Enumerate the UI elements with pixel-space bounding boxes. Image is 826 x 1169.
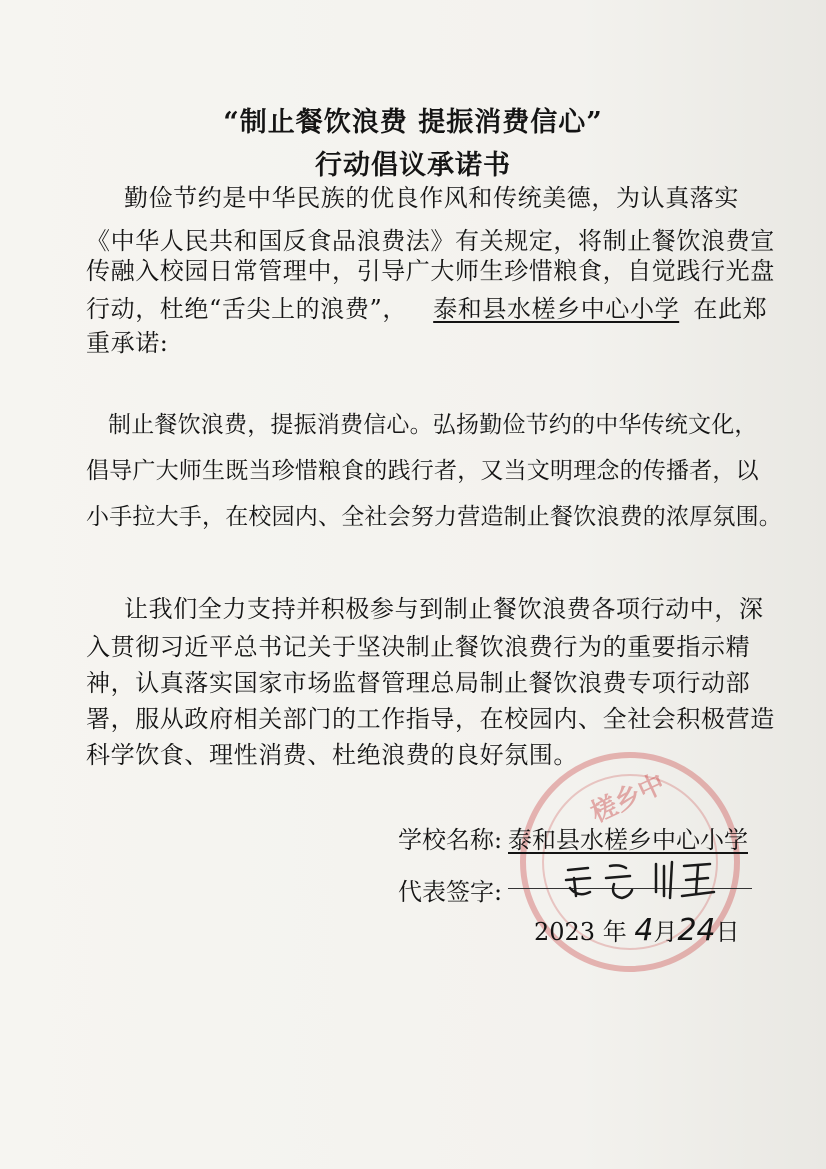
paragraph2-line: 倡导广大师生既当珍惜粮食的践行者，又当文明理念的传播者，以 <box>86 458 759 484</box>
document-subtitle: 行动倡议承诺书 <box>315 150 511 181</box>
representative-label: 代表签字: <box>398 878 503 906</box>
paragraph1-line <box>86 294 768 324</box>
paragraph3-line: 署，服从政府相关部门的工作指导，在校园内、全社会积极营造 <box>86 705 775 733</box>
paragraph3-line: 入贯彻习近平总书记关于坚决制止餐饮浪费行为的重要指示精 <box>86 633 751 661</box>
seal-text: 槎乡中 <box>586 768 670 829</box>
date-month-unit: 月 <box>653 918 678 946</box>
paragraph1-text: 行动，杜绝“舌尖上的浪费”， <box>86 295 407 323</box>
paragraph1-line: 勤俭节约是中华民族的优良作风和传统美德，为认真落实 <box>124 184 739 212</box>
handwritten-signature <box>560 856 720 906</box>
paragraph1-line: 《中华人民共和国反食品浪费法》有关规定，将制止餐饮浪费宣 <box>86 227 775 255</box>
date-month: 4 <box>634 913 654 948</box>
paragraph1-text: 在此郑 <box>693 295 768 323</box>
paragraph2-line: 制止餐饮浪费，提振消费信心。弘扬勤俭节约的中华传统文化， <box>108 412 758 438</box>
sign-date <box>534 912 740 948</box>
paragraph3-line: 让我们全力支持并积极参与到制止餐饮浪费各项行动中，深 <box>124 595 764 623</box>
date-day: 24 <box>677 913 716 948</box>
school-name-label: 学校名称: <box>398 826 503 854</box>
paragraph1-line: 传融入校园日常管理中，引导广大师生珍惜粮食，自觉践行光盘 <box>86 257 775 285</box>
paragraph3-line: 神，认真落实国家市场监督管理总局制止餐饮浪费专项行动部 <box>86 669 751 697</box>
date-day-unit: 日 <box>715 918 740 946</box>
paragraph3-line: 科学饮食、理性消费、杜绝浪费的良好氛围。 <box>86 741 578 769</box>
school-name-inline: 泰和县水槎乡中心小学 <box>433 295 680 323</box>
paragraph1-line: 重承诺: <box>86 329 169 357</box>
school-name-value: 泰和县水槎乡中心小学 <box>508 826 748 854</box>
document-title: “制止餐饮浪费 提振消费信心” <box>223 107 603 138</box>
date-year: 2023 年 <box>534 918 627 946</box>
paragraph2-line: 小手拉大手，在校园内、全社会努力营造制止餐饮浪费的浓厚氛围。 <box>86 504 782 530</box>
